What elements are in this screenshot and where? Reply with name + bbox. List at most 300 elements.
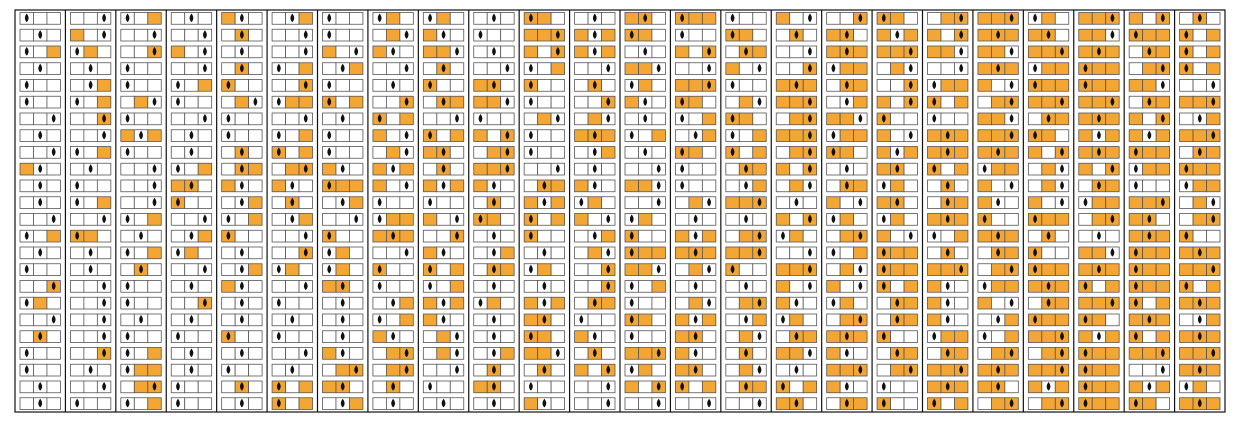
filled-cell	[423, 247, 436, 259]
empty-cell	[638, 230, 651, 242]
filled-cell	[840, 130, 853, 142]
empty-cell	[97, 264, 110, 276]
strip	[171, 96, 211, 108]
strip	[1180, 247, 1220, 259]
filled-cell	[739, 197, 752, 209]
filled-cell	[386, 364, 399, 376]
strip	[1028, 398, 1068, 410]
empty-cell	[349, 230, 362, 242]
empty-cell	[652, 331, 665, 343]
strip	[70, 398, 110, 410]
strip	[70, 13, 110, 25]
strip	[625, 348, 665, 360]
empty-cell	[386, 314, 399, 326]
filled-cell	[978, 46, 991, 58]
filled-cell	[538, 113, 551, 125]
filled-cell	[776, 264, 789, 276]
empty-cell	[675, 130, 688, 142]
filled-cell	[638, 264, 651, 276]
empty-cell	[148, 314, 161, 326]
empty-cell	[33, 113, 46, 125]
empty-cell	[904, 197, 917, 209]
empty-cell	[97, 398, 110, 410]
strip	[928, 180, 968, 192]
strip	[827, 364, 867, 376]
strip	[272, 381, 312, 393]
empty-cell	[827, 230, 840, 242]
empty-cell	[423, 348, 436, 360]
strip	[1129, 96, 1169, 108]
filled-cell	[790, 180, 803, 192]
strip	[373, 113, 413, 125]
strip	[121, 297, 161, 309]
strip	[575, 130, 615, 142]
strip	[575, 46, 615, 58]
strip	[171, 130, 211, 142]
empty-cell	[675, 197, 688, 209]
filled-cell	[726, 197, 739, 209]
empty-cell	[551, 13, 564, 25]
strip	[524, 63, 564, 75]
filled-cell	[790, 264, 803, 276]
empty-cell	[286, 113, 299, 125]
strip	[675, 381, 715, 393]
filled-cell	[638, 247, 651, 259]
empty-cell	[1180, 113, 1193, 125]
filled-cell	[450, 264, 463, 276]
filled-cell	[423, 314, 436, 326]
empty-cell	[148, 331, 161, 343]
empty-cell	[349, 348, 362, 360]
empty-cell	[373, 297, 386, 309]
empty-cell	[70, 348, 83, 360]
strip	[827, 163, 867, 175]
empty-cell	[249, 297, 262, 309]
filled-cell	[538, 13, 551, 25]
filled-cell	[702, 230, 715, 242]
strip	[323, 147, 363, 159]
strip	[675, 46, 715, 58]
filled-cell	[1079, 29, 1092, 41]
empty-cell	[249, 80, 262, 92]
strip	[1079, 314, 1119, 326]
empty-cell	[978, 96, 991, 108]
filled-cell	[954, 197, 967, 209]
strip	[70, 130, 110, 142]
strip	[877, 197, 917, 209]
filled-cell	[1092, 314, 1105, 326]
filled-cell	[1156, 230, 1169, 242]
empty-cell	[753, 281, 766, 293]
strip	[978, 381, 1018, 393]
filled-cell	[954, 398, 967, 410]
empty-cell	[840, 281, 853, 293]
empty-cell	[954, 314, 967, 326]
empty-cell	[1193, 80, 1206, 92]
strip	[20, 163, 60, 175]
strip	[1028, 197, 1068, 209]
strip	[474, 163, 514, 175]
strip	[373, 197, 413, 209]
strip	[373, 230, 413, 242]
strip	[575, 214, 615, 226]
empty-cell	[185, 163, 198, 175]
strip	[373, 13, 413, 25]
strip	[575, 29, 615, 41]
filled-cell	[1028, 331, 1041, 343]
filled-cell	[877, 29, 890, 41]
strip	[524, 264, 564, 276]
empty-cell	[336, 96, 349, 108]
empty-cell	[891, 230, 904, 242]
strip	[1180, 96, 1220, 108]
filled-cell	[1028, 381, 1041, 393]
filled-cell	[1156, 46, 1169, 58]
empty-cell	[602, 331, 615, 343]
filled-cell	[84, 46, 97, 58]
strip	[726, 381, 766, 393]
strip	[171, 348, 211, 360]
filled-cell	[134, 364, 147, 376]
filled-cell	[840, 63, 853, 75]
filled-cell	[753, 147, 766, 159]
empty-cell	[198, 331, 211, 343]
filled-cell	[222, 180, 235, 192]
empty-cell	[336, 13, 349, 25]
filled-cell	[877, 147, 890, 159]
strip	[575, 113, 615, 125]
empty-cell	[134, 163, 147, 175]
filled-cell	[891, 63, 904, 75]
strip	[1028, 80, 1068, 92]
empty-cell	[776, 180, 789, 192]
filled-cell	[652, 247, 665, 259]
empty-cell	[625, 46, 638, 58]
empty-cell	[726, 180, 739, 192]
strip	[272, 80, 312, 92]
strip	[776, 314, 816, 326]
strip	[776, 381, 816, 393]
filled-cell	[675, 230, 688, 242]
strip	[877, 163, 917, 175]
empty-cell	[1207, 230, 1220, 242]
empty-cell	[249, 46, 262, 58]
empty-cell	[827, 96, 840, 108]
empty-cell	[323, 197, 336, 209]
strip	[575, 314, 615, 326]
strip	[1180, 331, 1220, 343]
empty-cell	[47, 180, 60, 192]
strip	[474, 29, 514, 41]
strip	[1028, 264, 1068, 276]
filled-cell	[827, 29, 840, 41]
filled-cell	[1092, 398, 1105, 410]
empty-cell	[638, 398, 651, 410]
empty-cell	[235, 130, 248, 142]
filled-cell	[524, 297, 537, 309]
filled-cell	[978, 113, 991, 125]
strip	[928, 364, 968, 376]
empty-cell	[891, 281, 904, 293]
filled-cell	[854, 247, 867, 259]
filled-cell	[652, 130, 665, 142]
strip	[474, 331, 514, 343]
empty-cell	[551, 80, 564, 92]
empty-cell	[423, 96, 436, 108]
filled-cell	[575, 29, 588, 41]
filled-cell	[20, 163, 33, 175]
empty-cell	[121, 180, 134, 192]
empty-cell	[941, 398, 954, 410]
strip	[675, 113, 715, 125]
filled-cell	[47, 46, 60, 58]
empty-cell	[148, 113, 161, 125]
strip	[121, 163, 161, 175]
strip	[373, 297, 413, 309]
empty-cell	[272, 197, 285, 209]
strip	[1129, 80, 1169, 92]
strip	[625, 264, 665, 276]
empty-cell	[524, 364, 537, 376]
filled-cell	[790, 230, 803, 242]
empty-cell	[171, 230, 184, 242]
filled-cell	[588, 197, 601, 209]
strip	[675, 281, 715, 293]
strip	[1079, 364, 1119, 376]
filled-cell	[474, 381, 487, 393]
strip	[121, 63, 161, 75]
empty-cell	[726, 364, 739, 376]
empty-cell	[20, 130, 33, 142]
empty-cell	[625, 163, 638, 175]
filled-cell	[991, 264, 1004, 276]
strip	[70, 29, 110, 41]
strip	[978, 247, 1018, 259]
filled-cell	[891, 214, 904, 226]
filled-cell	[235, 96, 248, 108]
strip	[1028, 13, 1068, 25]
filled-cell	[148, 348, 161, 360]
filled-cell	[1079, 331, 1092, 343]
empty-cell	[978, 314, 991, 326]
empty-cell	[739, 398, 752, 410]
filled-cell	[954, 163, 967, 175]
strip	[575, 247, 615, 259]
empty-cell	[538, 130, 551, 142]
filled-cell	[1180, 96, 1193, 108]
strip	[1180, 80, 1220, 92]
empty-cell	[84, 331, 97, 343]
filled-cell	[299, 130, 312, 142]
empty-cell	[776, 331, 789, 343]
strip	[272, 29, 312, 41]
filled-cell	[323, 163, 336, 175]
empty-cell	[198, 314, 211, 326]
empty-cell	[349, 80, 362, 92]
filled-cell	[854, 63, 867, 75]
empty-cell	[588, 281, 601, 293]
filled-cell	[1156, 381, 1169, 393]
filled-cell	[299, 381, 312, 393]
empty-cell	[121, 264, 134, 276]
empty-cell	[437, 281, 450, 293]
empty-cell	[1193, 230, 1206, 242]
empty-cell	[1143, 113, 1156, 125]
filled-cell	[1079, 96, 1092, 108]
empty-cell	[450, 163, 463, 175]
strip	[474, 398, 514, 410]
strip	[928, 13, 968, 25]
empty-cell	[588, 398, 601, 410]
strip	[726, 314, 766, 326]
filled-cell	[739, 230, 752, 242]
strip	[474, 247, 514, 259]
strip	[625, 297, 665, 309]
strip	[978, 163, 1018, 175]
strip	[524, 96, 564, 108]
filled-cell	[1055, 297, 1068, 309]
strip	[524, 214, 564, 226]
strip	[323, 297, 363, 309]
empty-cell	[991, 80, 1004, 92]
filled-cell	[249, 214, 262, 226]
strip	[171, 13, 211, 25]
strip	[524, 281, 564, 293]
strip	[171, 113, 211, 125]
empty-cell	[386, 264, 399, 276]
empty-cell	[450, 13, 463, 25]
filled-cell	[575, 331, 588, 343]
filled-cell	[1193, 214, 1206, 226]
empty-cell	[726, 381, 739, 393]
empty-cell	[121, 163, 134, 175]
strip	[423, 314, 463, 326]
strip	[20, 180, 60, 192]
filled-cell	[249, 264, 262, 276]
filled-cell	[1193, 197, 1206, 209]
filled-cell	[1143, 80, 1156, 92]
empty-cell	[776, 247, 789, 259]
filled-cell	[1207, 63, 1220, 75]
strip	[928, 281, 968, 293]
filled-cell	[97, 197, 110, 209]
strip	[877, 230, 917, 242]
strip	[70, 281, 110, 293]
strip	[1180, 364, 1220, 376]
empty-cell	[602, 180, 615, 192]
empty-cell	[602, 13, 615, 25]
strip	[675, 297, 715, 309]
filled-cell	[198, 80, 211, 92]
filled-cell	[1129, 230, 1142, 242]
strip	[524, 13, 564, 25]
filled-cell	[1055, 314, 1068, 326]
filled-cell	[854, 46, 867, 58]
empty-cell	[928, 197, 941, 209]
strip	[524, 364, 564, 376]
filled-cell	[299, 96, 312, 108]
strip	[121, 381, 161, 393]
empty-cell	[803, 197, 816, 209]
empty-cell	[222, 381, 235, 393]
empty-cell	[1028, 163, 1041, 175]
strip	[1028, 46, 1068, 58]
strip	[20, 113, 60, 125]
filled-cell	[474, 163, 487, 175]
filled-cell	[941, 264, 954, 276]
empty-cell	[551, 281, 564, 293]
empty-cell	[689, 46, 702, 58]
strip	[1129, 281, 1169, 293]
strip	[726, 130, 766, 142]
strip	[20, 230, 60, 242]
empty-cell	[790, 163, 803, 175]
strip	[575, 13, 615, 25]
filled-cell	[1055, 63, 1068, 75]
strip	[1129, 297, 1169, 309]
empty-cell	[891, 381, 904, 393]
empty-cell	[286, 63, 299, 75]
filled-cell	[602, 29, 615, 41]
empty-cell	[198, 398, 211, 410]
filled-cell	[1143, 247, 1156, 259]
empty-cell	[487, 113, 500, 125]
strip	[575, 364, 615, 376]
strip	[675, 13, 715, 25]
strip	[625, 46, 665, 58]
filled-cell	[904, 314, 917, 326]
empty-cell	[575, 297, 588, 309]
empty-cell	[84, 113, 97, 125]
filled-cell	[1106, 180, 1119, 192]
empty-cell	[33, 96, 46, 108]
filled-cell	[928, 214, 941, 226]
filled-cell	[538, 29, 551, 41]
strip	[877, 331, 917, 343]
empty-cell	[551, 331, 564, 343]
empty-cell	[373, 147, 386, 159]
filled-cell	[954, 214, 967, 226]
empty-cell	[47, 297, 60, 309]
empty-cell	[501, 281, 514, 293]
strip	[373, 130, 413, 142]
empty-cell	[47, 130, 60, 142]
strip	[70, 163, 110, 175]
strip	[776, 130, 816, 142]
empty-cell	[47, 264, 60, 276]
strip	[1180, 46, 1220, 58]
strip	[222, 398, 262, 410]
strip	[1180, 63, 1220, 75]
empty-cell	[625, 147, 638, 159]
empty-cell	[1143, 331, 1156, 343]
filled-cell	[991, 281, 1004, 293]
empty-cell	[991, 180, 1004, 192]
empty-cell	[299, 264, 312, 276]
strip	[171, 247, 211, 259]
filled-cell	[1079, 46, 1092, 58]
empty-cell	[373, 96, 386, 108]
empty-cell	[134, 80, 147, 92]
strip	[272, 264, 312, 276]
strip	[222, 130, 262, 142]
strip	[827, 147, 867, 159]
strip	[272, 297, 312, 309]
empty-cell	[450, 398, 463, 410]
filled-cell	[978, 180, 991, 192]
strip	[222, 214, 262, 226]
strip	[827, 13, 867, 25]
